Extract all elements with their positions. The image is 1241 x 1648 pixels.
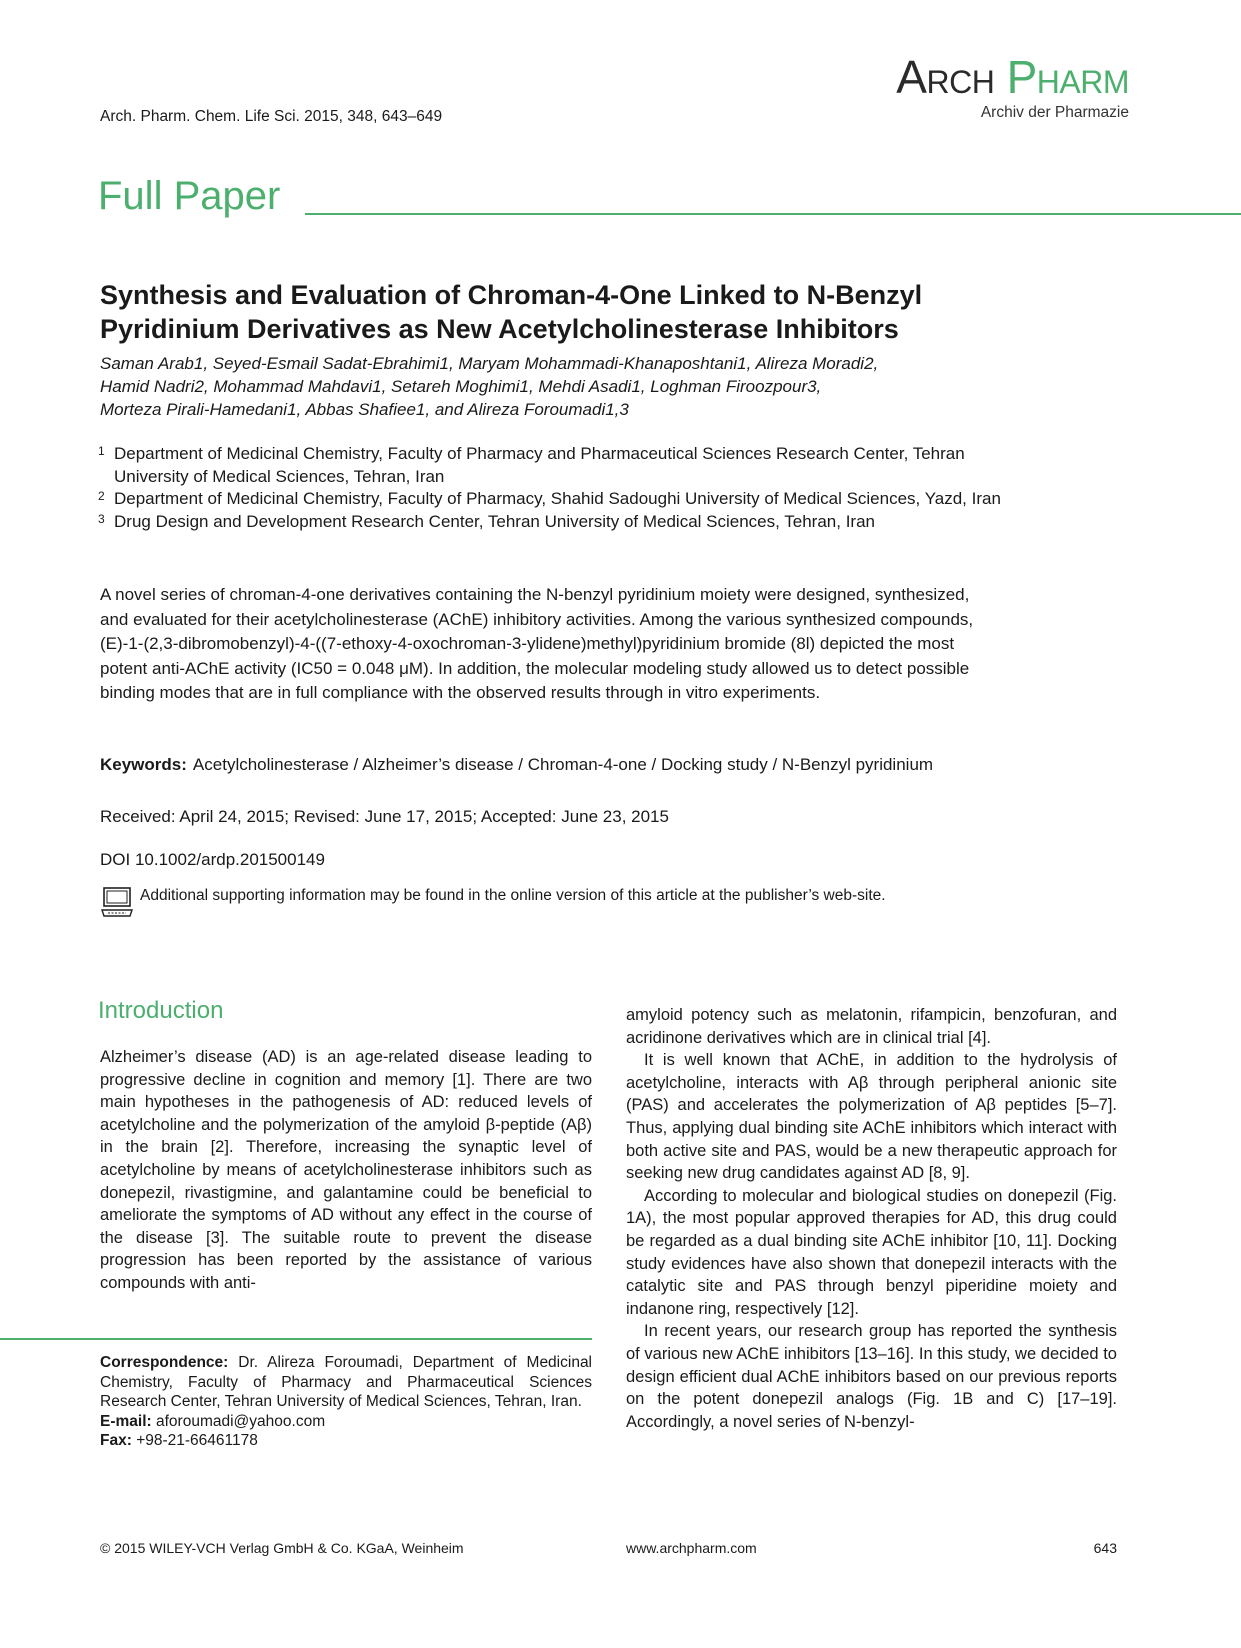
affiliation-number: 2	[98, 489, 105, 503]
keywords	[100, 753, 980, 776]
correspondence-block	[100, 1353, 592, 1451]
affiliation-number: 1	[98, 444, 105, 458]
introduction-heading: Introduction	[98, 997, 224, 1024]
journal-citation: Arch. Pharm. Chem. Life Sci. 2015, 348, 643–649	[100, 108, 443, 125]
fax-label: Fax:	[100, 1432, 132, 1449]
body-paragraph: In recent years, our research group has reported the synthesis of various new AChE inhibitors [13–16]. In this study, we decided to design efficient dual AChE inhibitors based on our previous reports on the potent donepezil analogs (Fig. 1B and C) [17–19]. Accordingly, a novel series of N-benzyl-	[626, 1322, 1117, 1431]
affiliation-1	[98, 443, 1028, 488]
article-dates: Received: April 24, 2015; Revised: June 17, 2015; Accepted: June 23, 2015	[100, 807, 669, 826]
computer-icon	[100, 885, 134, 919]
footer-website-link[interactable]: www.archpharm.com	[626, 1540, 757, 1556]
authors-line-2: Hamid Nadri2, Mohammad Mahdavi1, Setareh Moghimi1, Mehdi Asadi1, Loghman Firoozpour3,	[100, 377, 822, 396]
authors-line-3: Morteza Pirali-Hamedani1, Abbas Shafiee1, and Alireza Foroumadi1,3	[100, 400, 629, 419]
correspondence-label: Correspondence:	[100, 1354, 229, 1371]
logo-pharm: Pharm	[1006, 51, 1129, 103]
logo-subtitle: Archiv der Pharmazie	[980, 104, 1129, 121]
body-paragraph: It is well known that AChE, in addition to the hydrolysis of acetylcholine, interacts with Aβ through peripheral anionic site (PAS) and accelerates the polymerization of Aβ peptides [5–7]. Thus, applying dual binding site AChE inhibitors which interact with both active site and PAS, would be a new therapeutic approach for seeking new drug candidates against AD [8, 9].	[626, 1051, 1117, 1183]
keywords-text: Acetylcholinesterase / Alzheimer’s disease / Chroman-4-one / Docking study / N-Benzyl pyridinium	[192, 755, 934, 774]
body-paragraph: amyloid potency such as melatonin, rifampicin, benzofuran, and acridinone derivatives which are in clinical trial [4].	[626, 1006, 1117, 1047]
abstract: A novel series of chroman-4-one derivatives containing the N-benzyl pyridinium moiety were designed, synthesized, and evaluated for their acetylcholinesterase (AChE) inhibitory activities. Among the various synthesized compounds, (E)-1-(2,3-dibromobenzyl)-4-((7-ethoxy-4-oxochroman-3-ylidene)methyl)pyridinium bromide (8l) depicted the most potent anti-AChE activity (IC50 = 0.048 μM). In addition, the molecular modeling study allowed us to detect possible binding modes that are in full compliance with the observed results through in vitro experiments.	[100, 585, 974, 702]
author-list	[100, 352, 1020, 421]
supporting-info-text: Additional supporting information may be found in the online version of this article at the publisher’s web-site.	[140, 887, 886, 904]
affiliation-text: Department of Medicinal Chemistry, Faculty of Pharmacy and Pharmaceutical Sciences Research Center, Tehran University of Medical Sciences, Tehran, Iran	[114, 444, 965, 486]
logo-wordmark	[896, 52, 1129, 102]
correspondence-address	[100, 1353, 592, 1412]
correspondence-email	[100, 1412, 592, 1432]
supporting-info-note	[100, 887, 886, 919]
title-line-1: Synthesis and Evaluation of Chroman-4-One Linked to N-Benzyl	[100, 280, 923, 310]
journal-logo	[896, 52, 1129, 122]
affiliation-text: Department of Medicinal Chemistry, Faculty of Pharmacy, Shahid Sadoughi University of Medical Sciences, Yazd, Iran	[114, 489, 1001, 508]
authors-line-1: Saman Arab1, Seyed-Esmail Sadat-Ebrahimi1, Maryam Mohammadi-Khanaposhtani1, Alireza Moradi2,	[100, 354, 879, 373]
title-line-2: Pyridinium Derivatives as New Acetylcholinesterase Inhibitors	[100, 314, 899, 344]
section-kind-heading: Full Paper	[98, 174, 281, 218]
affiliation-3	[98, 511, 1028, 534]
fax-number: +98-21-66461178	[136, 1432, 258, 1449]
keywords-label: Keywords:	[100, 755, 187, 774]
body-column-right	[626, 1004, 1117, 1433]
footer-copyright: © 2015 WILEY-VCH Verlag GmbH & Co. KGaA, Weinheim	[100, 1540, 464, 1556]
section-divider	[305, 213, 1241, 215]
body-column-left	[100, 1046, 592, 1295]
email-address[interactable]: aforoumadi@yahoo.com	[156, 1412, 326, 1430]
body-paragraph: According to molecular and biological studies on donepezil (Fig. 1A), the most popular approved therapies for AD, this drug could be regarded as a dual binding site AChE inhibitor [10, 11]. Docking study evidences have also shown that donepezil interacts with the catalytic site and PAS through benzyl piperidine moiety and indanone ring, respectively [12].	[626, 1186, 1117, 1318]
correspondence-divider	[0, 1338, 592, 1340]
affiliation-text: Drug Design and Development Research Center, Tehran University of Medical Sciences, Tehran, Iran	[114, 511, 875, 531]
logo-arch: Arch	[896, 51, 995, 103]
affiliation-2	[98, 488, 1028, 511]
affiliation-number: 3	[98, 511, 105, 526]
affiliations	[98, 443, 1028, 533]
page-number: 643	[1093, 1540, 1117, 1556]
correspondence-text: Dr. Alireza Foroumadi, Department of Medicinal Chemistry, Faculty of Pharmacy and Pharmaceutical Sciences Research Center, Tehran University of Medical Sciences, Tehran, Iran.	[100, 1354, 593, 1410]
correspondence-fax	[100, 1431, 592, 1451]
article-title	[100, 278, 1000, 346]
doi-link[interactable]: DOI 10.1002/ardp.201500149	[100, 850, 325, 869]
email-label: E-mail:	[100, 1412, 152, 1430]
body-paragraph: Alzheimer’s disease (AD) is an age-related disease leading to progressive decline in cognition and memory [1]. There are two main hypotheses in the pathogenesis of AD: reduced levels of acetylcholine and the polymerization of the amyloid β-peptide (Aβ) in the brain [2]. Therefore, increasing the synaptic level of acetylcholine by means of acetylcholinesterase inhibitors such as donepezil, rivastigmine, and galantamine could be beneficial to ameliorate the symptoms of AD without any effect in the course of the disease [3]. The suitable route to prevent the disease progression has been reported by the assistance of various compounds with anti-	[100, 1048, 592, 1292]
